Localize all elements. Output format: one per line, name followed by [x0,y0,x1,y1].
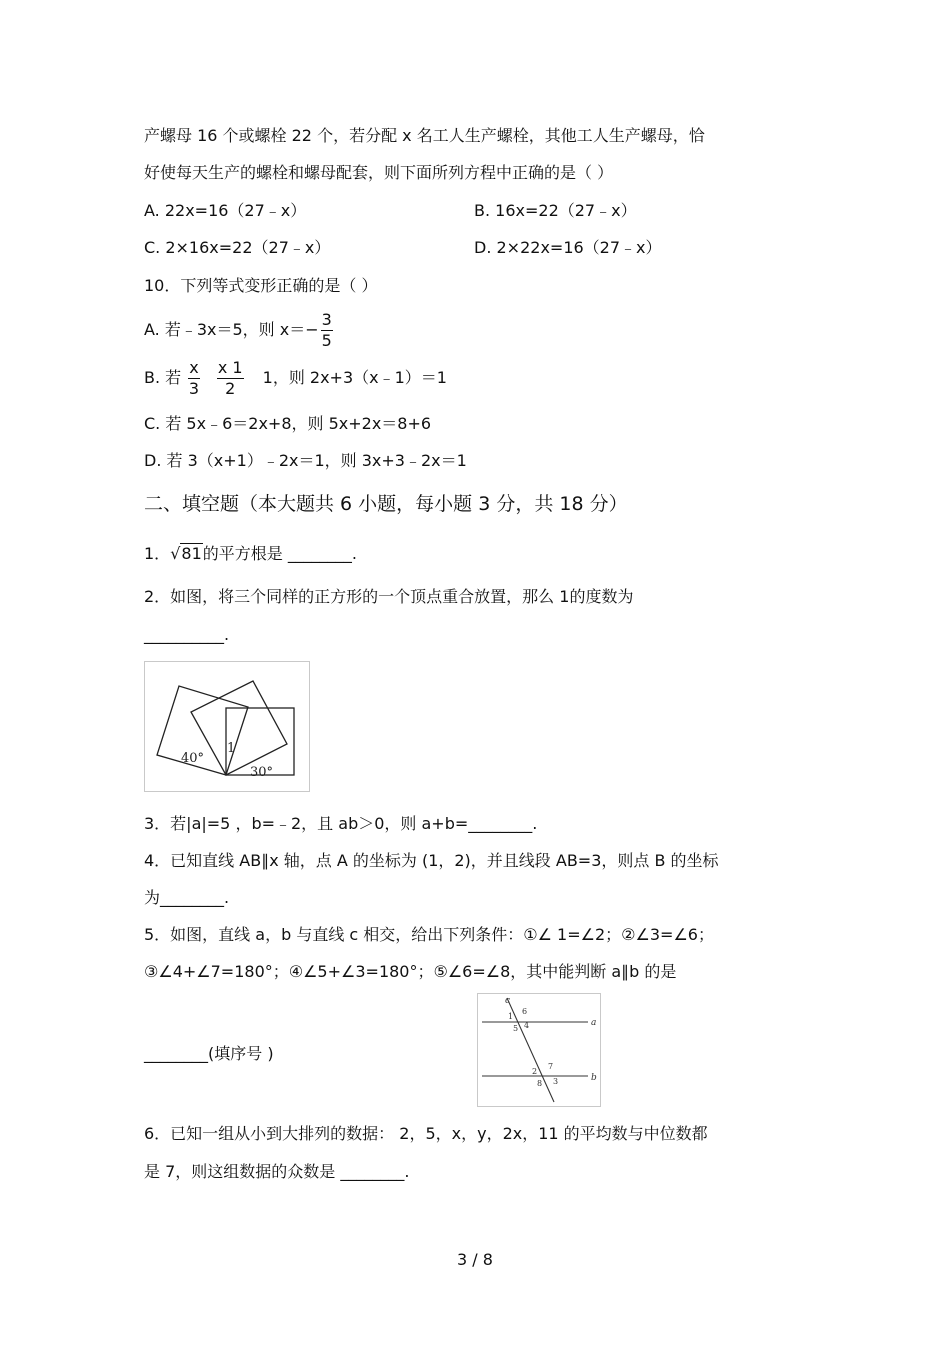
line-c [507,998,554,1102]
fraction-denominator: 2 [225,379,236,398]
q9-line2: 好使每天生产的螺栓和螺母配套，则下面所列方程中正确的是（ ） [144,163,614,182]
fraction [321,310,333,351]
fill-q1-text: 的平方根是 ________. [202,544,357,563]
figure-three-squares [144,661,310,792]
squares-diagram [145,662,309,791]
q10-option-a [144,310,335,351]
figure-parallel-lines [477,993,601,1107]
fill-q6-line1: 6．已知一组从小到大排列的数据： 2，5，x，y，2x，11 的平均数与中位数都 [144,1124,708,1143]
q10-stem: 10．下列等式变形正确的是（ ） [144,276,378,295]
fill-q2-line2: __________. [144,625,230,644]
q10-option-b-prefix: B. 若 [144,368,182,387]
angle-number-8: 8 [537,1079,543,1088]
angle-number-4: 4 [524,1021,530,1030]
fraction [188,358,199,399]
square-tilted [191,681,287,775]
fill-q3: 3．若|a|=5 ，b=﹣2，且 ab＞0，则 a+b=________. [144,814,538,833]
label-a: a [591,1018,597,1028]
fill-q2-line1: 2．如图，将三个同样的正方形的一个顶点重合放置，那么 1的度数为 [144,587,634,606]
fill-q6-line2: 是 7，则这组数据的众数是 ________. [144,1162,410,1181]
angle-number-7: 7 [548,1062,554,1071]
radicand: 81 [181,544,202,563]
page-number: 3 / 8 [457,1250,493,1269]
q10-option-b [144,358,447,399]
fraction-numerator: 3 [321,310,332,329]
angle-label-40: 40° [181,751,205,766]
angle-number-1: 1 [508,1012,514,1021]
label-c: c [505,996,511,1006]
fraction-numerator: x [189,358,199,377]
label-b: b [591,1073,597,1083]
parallel-lines-diagram [478,994,600,1106]
fill-q5-line3: ________(填序号 ) [144,1044,274,1063]
fraction-denominator: 3 [188,379,200,398]
angle-label-1: 1 [227,741,236,756]
radical-sign-icon: √ [170,544,181,563]
fill-q4-line2: 为________. [144,888,230,907]
q9-option-a: A. 22x=16（27﹣x） [144,201,307,220]
fill-q1 [144,543,357,564]
q10-option-c: C. 若 5x﹣6＝2x+8，则 5x+2x＝8+6 [144,414,432,433]
q9-option-c: C. 2×16x=22（27﹣x） [144,238,331,257]
fraction [217,358,244,399]
fraction-denominator: 5 [321,331,332,350]
angle-label-30: 30° [250,765,274,780]
q10-option-a-text: A. 若﹣3x＝5，则 x＝− [144,320,319,339]
q10-option-b-suffix: 1，则 2x+3（x﹣1）＝1 [262,368,447,387]
sqrt-symbol [170,543,203,564]
angle-number-5: 5 [513,1024,519,1033]
fill-q4-line1: 4．已知直线 AB∥x 轴，点 A 的坐标为 (1，2)，并且线段 AB=3，则点 B 的坐标 [144,851,719,870]
section-title: 二、填空题（本大题共 6 小题，每小题 3 分，共 18 分） [144,493,628,515]
fill-q5-line2: ③∠4+∠7=180°；④∠5+∠3=180°；⑤∠6=∠8，其中能判断 a∥b 的是 [144,962,677,981]
fill-q5-line1: 5．如图，直线 a，b 与直线 c 相交，给出下列条件：①∠ 1=∠2；②∠3=∠6； [144,925,714,944]
q9-option-d: D. 2×22x=16（27﹣x） [474,238,662,257]
angle-number-6: 6 [522,1007,528,1016]
angle-number-3: 3 [553,1077,559,1086]
fill-q1-number: 1． [144,544,171,563]
q9-line1: 产螺母 16 个或螺栓 22 个，若分配 x 名工人生产螺栓，其他工人生产螺母，恰 [144,126,705,145]
q10-option-d: D. 若 3（x+1）﹣2x＝1，则 3x+3﹣2x＝1 [144,451,467,470]
fraction-numerator: x 1 [217,358,243,377]
angle-number-2: 2 [532,1067,538,1076]
q9-option-b: B. 16x=22（27﹣x） [474,201,637,220]
